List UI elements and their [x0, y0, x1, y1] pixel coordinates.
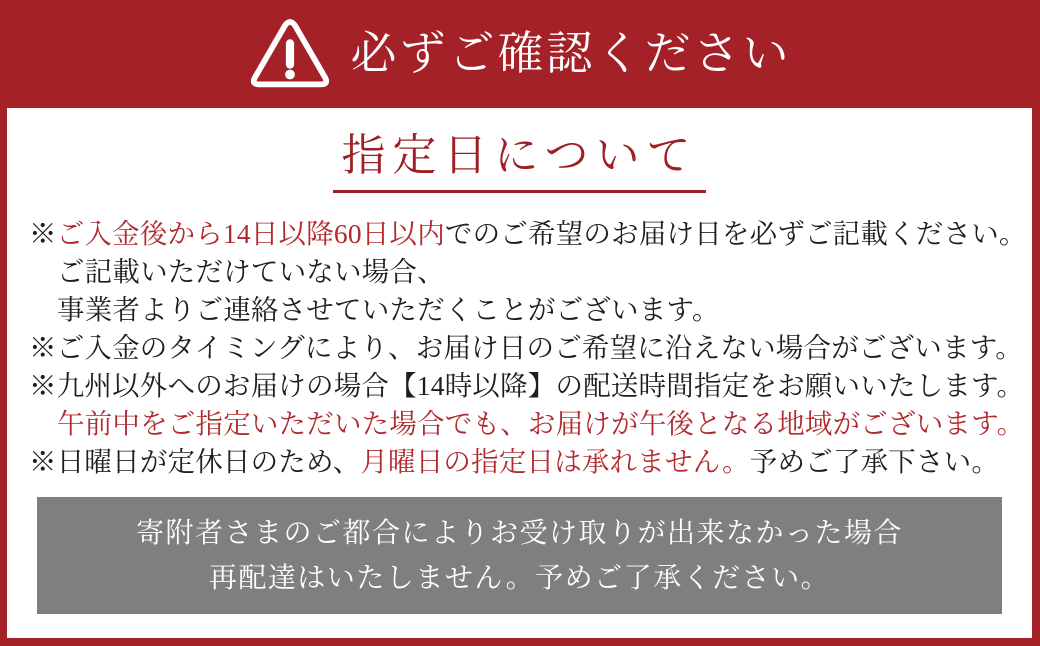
redelivery-notice-line1: 寄附者さまのご都合によりお受け取りが出来なかった場合: [135, 517, 903, 549]
note-monday-unavailable-highlight: 月曜日の指定日は承れません。: [360, 446, 750, 477]
section-title: 指定日について: [333, 134, 705, 193]
frame-border-left: [0, 108, 7, 646]
frame-border-bottom: [0, 638, 1040, 646]
note-line-morning-warning: 午前中をご指定いただいた場合でも、お届けが午後となる地域がございます。: [57, 408, 1025, 439]
note-asterisk-mark: ※: [29, 218, 57, 249]
note-line-contact: 事業者よりご連絡させていただくことがございます。: [57, 294, 720, 325]
note-line-payment-timing: ※ご入金のタイミングにより、お届け日のご希望に沿えない場合がございます。: [29, 332, 1023, 363]
redelivery-notice-line2: 再配達はいたしません。予めご了承ください。: [208, 562, 831, 594]
header-title: 必ずご確認ください: [350, 28, 792, 79]
note-sunday-closed-lead: ※日曜日が定休日のため、: [29, 446, 361, 477]
content-area: [7, 108, 1032, 638]
note-line-no-entry: ご記載いただけていない場合、: [57, 256, 445, 287]
notes-list: [29, 215, 1032, 481]
note-payment-window-highlight: ご入金後から14日以降60日以内: [56, 218, 445, 249]
section-title-wrap: [7, 131, 1032, 193]
note-line-sunday-closed: [29, 443, 1032, 481]
note-sunday-closed-tail: 予めご了承下さい。: [749, 446, 1000, 477]
note-line-payment-window: [29, 215, 1032, 253]
warning-triangle-icon: [249, 17, 331, 91]
header-band: [0, 0, 1040, 108]
redelivery-notice-box: [37, 497, 1002, 614]
note-payment-window-rest: でのご希望のお届け日を必ずご記載ください。: [444, 218, 1027, 249]
note-line-outside-kyushu: ※九州以外へのお届けの場合【14時以降】の配送時間指定をお願いいたします。: [29, 370, 1025, 401]
frame-border-right: [1032, 108, 1040, 646]
